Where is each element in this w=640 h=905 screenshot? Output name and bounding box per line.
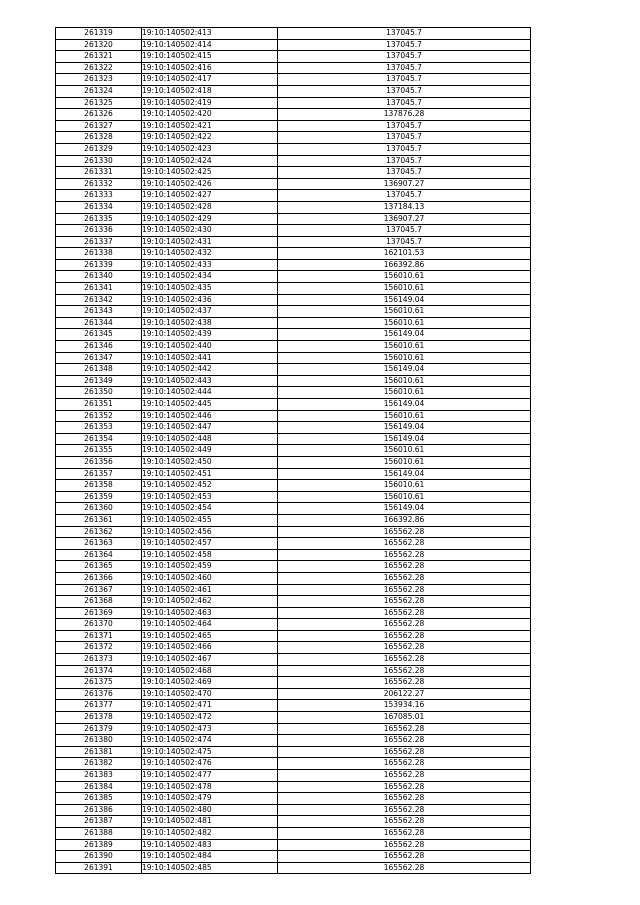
row-value-cell: 156010.61 — [278, 317, 531, 329]
row-timestamp-cell: 19:10:140502:465 — [142, 630, 278, 642]
row-value-cell: 156010.61 — [278, 306, 531, 318]
row-id-cell: 261337 — [56, 236, 142, 248]
row-id-cell: 261341 — [56, 283, 142, 295]
row-timestamp-cell: 19:10:140502:423 — [142, 143, 278, 155]
table-row — [56, 306, 531, 318]
table-row — [56, 758, 531, 770]
row-value-cell: 156149.04 — [278, 422, 531, 434]
row-timestamp-cell: 19:10:140502:426 — [142, 178, 278, 190]
table-row — [56, 28, 531, 40]
table-row — [56, 619, 531, 631]
row-value-cell: 165562.28 — [278, 781, 531, 793]
row-timestamp-cell: 19:10:140502:463 — [142, 607, 278, 619]
table-row — [56, 422, 531, 434]
row-timestamp-cell: 19:10:140502:452 — [142, 480, 278, 492]
row-id-cell: 261338 — [56, 248, 142, 260]
table-row — [56, 735, 531, 747]
table-row — [56, 190, 531, 202]
row-timestamp-cell: 19:10:140502:459 — [142, 561, 278, 573]
row-timestamp-cell: 19:10:140502:454 — [142, 503, 278, 515]
row-id-cell: 261362 — [56, 526, 142, 538]
row-value-cell: 166392.86 — [278, 259, 531, 271]
row-value-cell: 137045.7 — [278, 97, 531, 109]
table-row — [56, 213, 531, 225]
table-row — [56, 248, 531, 260]
row-value-cell: 165562.28 — [278, 584, 531, 596]
row-value-cell: 156010.61 — [278, 283, 531, 295]
row-id-cell: 261359 — [56, 491, 142, 503]
row-value-cell: 156010.61 — [278, 375, 531, 387]
row-value-cell: 165562.28 — [278, 851, 531, 863]
table-row — [56, 839, 531, 851]
row-value-cell: 156149.04 — [278, 364, 531, 376]
row-timestamp-cell: 19:10:140502:461 — [142, 584, 278, 596]
row-value-cell: 156010.61 — [278, 410, 531, 422]
table-row — [56, 468, 531, 480]
table-row — [56, 827, 531, 839]
row-id-cell: 261372 — [56, 642, 142, 654]
row-id-cell: 261377 — [56, 700, 142, 712]
row-value-cell: 137876.28 — [278, 109, 531, 121]
row-timestamp-cell: 19:10:140502:460 — [142, 572, 278, 584]
row-value-cell: 137045.7 — [278, 167, 531, 179]
row-timestamp-cell: 19:10:140502:436 — [142, 294, 278, 306]
row-value-cell: 156149.04 — [278, 399, 531, 411]
table-row — [56, 283, 531, 295]
row-value-cell: 165562.28 — [278, 630, 531, 642]
row-timestamp-cell: 19:10:140502:453 — [142, 491, 278, 503]
row-timestamp-cell: 19:10:140502:449 — [142, 445, 278, 457]
row-timestamp-cell: 19:10:140502:479 — [142, 793, 278, 805]
row-id-cell: 261386 — [56, 804, 142, 816]
row-value-cell: 137045.7 — [278, 85, 531, 97]
row-timestamp-cell: 19:10:140502:462 — [142, 596, 278, 608]
row-id-cell: 261323 — [56, 74, 142, 86]
table-row — [56, 399, 531, 411]
table-row — [56, 39, 531, 51]
row-value-cell: 156149.04 — [278, 433, 531, 445]
table-row — [56, 445, 531, 457]
row-timestamp-cell: 19:10:140502:470 — [142, 688, 278, 700]
row-timestamp-cell: 19:10:140502:477 — [142, 770, 278, 782]
row-id-cell: 261319 — [56, 28, 142, 40]
row-id-cell: 261326 — [56, 109, 142, 121]
row-value-cell: 165562.28 — [278, 561, 531, 573]
table-row — [56, 642, 531, 654]
row-id-cell: 261348 — [56, 364, 142, 376]
row-id-cell: 261355 — [56, 445, 142, 457]
row-id-cell: 261374 — [56, 665, 142, 677]
table-row — [56, 97, 531, 109]
table-row — [56, 712, 531, 724]
row-id-cell: 261345 — [56, 329, 142, 341]
table-row — [56, 665, 531, 677]
table-row — [56, 700, 531, 712]
row-id-cell: 261353 — [56, 422, 142, 434]
row-value-cell: 156010.61 — [278, 480, 531, 492]
row-value-cell: 206122.27 — [278, 688, 531, 700]
row-timestamp-cell: 19:10:140502:420 — [142, 109, 278, 121]
row-id-cell: 261320 — [56, 39, 142, 51]
row-value-cell: 136907.27 — [278, 178, 531, 190]
row-id-cell: 261375 — [56, 677, 142, 689]
row-value-cell: 165562.28 — [278, 827, 531, 839]
row-timestamp-cell: 19:10:140502:435 — [142, 283, 278, 295]
row-timestamp-cell: 19:10:140502:447 — [142, 422, 278, 434]
row-timestamp-cell: 19:10:140502:424 — [142, 155, 278, 167]
row-value-cell: 165562.28 — [278, 758, 531, 770]
row-timestamp-cell: 19:10:140502:482 — [142, 827, 278, 839]
table-row — [56, 677, 531, 689]
table-row — [56, 132, 531, 144]
table-row — [56, 526, 531, 538]
row-timestamp-cell: 19:10:140502:427 — [142, 190, 278, 202]
row-id-cell: 261367 — [56, 584, 142, 596]
table-row — [56, 341, 531, 353]
row-value-cell: 137045.7 — [278, 51, 531, 63]
row-value-cell: 156010.61 — [278, 352, 531, 364]
row-value-cell: 165562.28 — [278, 538, 531, 550]
table-row — [56, 572, 531, 584]
row-value-cell: 137045.7 — [278, 190, 531, 202]
row-value-cell: 156149.04 — [278, 329, 531, 341]
row-id-cell: 261368 — [56, 596, 142, 608]
table-row — [56, 804, 531, 816]
table-row — [56, 596, 531, 608]
row-id-cell: 261336 — [56, 225, 142, 237]
row-timestamp-cell: 19:10:140502:484 — [142, 851, 278, 863]
row-timestamp-cell: 19:10:140502:441 — [142, 352, 278, 364]
row-timestamp-cell: 19:10:140502:448 — [142, 433, 278, 445]
table-row — [56, 410, 531, 422]
row-value-cell: 165562.28 — [278, 746, 531, 758]
row-timestamp-cell: 19:10:140502:414 — [142, 39, 278, 51]
table-row — [56, 723, 531, 735]
row-timestamp-cell: 19:10:140502:442 — [142, 364, 278, 376]
row-timestamp-cell: 19:10:140502:485 — [142, 862, 278, 874]
row-timestamp-cell: 19:10:140502:417 — [142, 74, 278, 86]
row-timestamp-cell: 19:10:140502:432 — [142, 248, 278, 260]
row-timestamp-cell: 19:10:140502:478 — [142, 781, 278, 793]
row-timestamp-cell: 19:10:140502:429 — [142, 213, 278, 225]
row-value-cell: 137045.7 — [278, 143, 531, 155]
row-value-cell: 156149.04 — [278, 468, 531, 480]
table-row — [56, 62, 531, 74]
table-row — [56, 770, 531, 782]
row-value-cell: 165562.28 — [278, 793, 531, 805]
row-id-cell: 261363 — [56, 538, 142, 550]
row-value-cell: 137045.7 — [278, 39, 531, 51]
table-row — [56, 584, 531, 596]
row-timestamp-cell: 19:10:140502:446 — [142, 410, 278, 422]
table-row — [56, 746, 531, 758]
row-value-cell: 165562.28 — [278, 723, 531, 735]
table-row — [56, 85, 531, 97]
row-timestamp-cell: 19:10:140502:481 — [142, 816, 278, 828]
row-timestamp-cell: 19:10:140502:468 — [142, 665, 278, 677]
row-value-cell: 156010.61 — [278, 491, 531, 503]
row-id-cell: 261376 — [56, 688, 142, 700]
row-id-cell: 261389 — [56, 839, 142, 851]
row-id-cell: 261344 — [56, 317, 142, 329]
row-id-cell: 261380 — [56, 735, 142, 747]
row-value-cell: 137045.7 — [278, 132, 531, 144]
row-timestamp-cell: 19:10:140502:475 — [142, 746, 278, 758]
table-row — [56, 456, 531, 468]
table-row — [56, 236, 531, 248]
row-timestamp-cell: 19:10:140502:476 — [142, 758, 278, 770]
table-row — [56, 294, 531, 306]
row-id-cell: 261354 — [56, 433, 142, 445]
row-value-cell: 137045.7 — [278, 236, 531, 248]
row-value-cell: 156010.61 — [278, 387, 531, 399]
row-timestamp-cell: 19:10:140502:473 — [142, 723, 278, 735]
row-timestamp-cell: 19:10:140502:445 — [142, 399, 278, 411]
table-row — [56, 654, 531, 666]
row-value-cell: 137045.7 — [278, 74, 531, 86]
row-id-cell: 261379 — [56, 723, 142, 735]
row-value-cell: 137045.7 — [278, 62, 531, 74]
row-value-cell: 137184.13 — [278, 201, 531, 213]
row-id-cell: 261346 — [56, 341, 142, 353]
table-row — [56, 480, 531, 492]
table-row — [56, 433, 531, 445]
row-timestamp-cell: 19:10:140502:471 — [142, 700, 278, 712]
table-row — [56, 225, 531, 237]
table-row — [56, 781, 531, 793]
row-id-cell: 261321 — [56, 51, 142, 63]
row-timestamp-cell: 19:10:140502:451 — [142, 468, 278, 480]
table-row — [56, 259, 531, 271]
row-timestamp-cell: 19:10:140502:434 — [142, 271, 278, 283]
table-body — [56, 28, 531, 874]
row-timestamp-cell: 19:10:140502:418 — [142, 85, 278, 97]
row-value-cell: 166392.86 — [278, 514, 531, 526]
row-value-cell: 156149.04 — [278, 503, 531, 515]
row-timestamp-cell: 19:10:140502:437 — [142, 306, 278, 318]
row-id-cell: 261330 — [56, 155, 142, 167]
row-value-cell: 165562.28 — [278, 677, 531, 689]
row-value-cell: 165562.28 — [278, 596, 531, 608]
row-timestamp-cell: 19:10:140502:472 — [142, 712, 278, 724]
row-value-cell: 137045.7 — [278, 155, 531, 167]
row-value-cell: 165562.28 — [278, 526, 531, 538]
row-value-cell: 165562.28 — [278, 572, 531, 584]
table-row — [56, 375, 531, 387]
row-value-cell: 165562.28 — [278, 607, 531, 619]
row-value-cell: 165562.28 — [278, 642, 531, 654]
table-row — [56, 862, 531, 874]
row-value-cell: 137045.7 — [278, 225, 531, 237]
table-row — [56, 329, 531, 341]
table-row — [56, 630, 531, 642]
table-row — [56, 851, 531, 863]
row-value-cell: 156149.04 — [278, 294, 531, 306]
row-timestamp-cell: 19:10:140502:444 — [142, 387, 278, 399]
row-value-cell: 165562.28 — [278, 839, 531, 851]
row-id-cell: 261350 — [56, 387, 142, 399]
table-row — [56, 120, 531, 132]
row-timestamp-cell: 19:10:140502:415 — [142, 51, 278, 63]
table-row — [56, 352, 531, 364]
row-id-cell: 261383 — [56, 770, 142, 782]
table-row — [56, 74, 531, 86]
row-id-cell: 261390 — [56, 851, 142, 863]
row-timestamp-cell: 19:10:140502:450 — [142, 456, 278, 468]
table-row — [56, 607, 531, 619]
table-row — [56, 271, 531, 283]
row-timestamp-cell: 19:10:140502:421 — [142, 120, 278, 132]
row-id-cell: 261342 — [56, 294, 142, 306]
row-id-cell: 261369 — [56, 607, 142, 619]
table-row — [56, 143, 531, 155]
row-id-cell: 261385 — [56, 793, 142, 805]
row-timestamp-cell: 19:10:140502:433 — [142, 259, 278, 271]
row-timestamp-cell: 19:10:140502:443 — [142, 375, 278, 387]
row-id-cell: 261356 — [56, 456, 142, 468]
table-row — [56, 514, 531, 526]
row-id-cell: 261328 — [56, 132, 142, 144]
row-id-cell: 261387 — [56, 816, 142, 828]
row-id-cell: 261343 — [56, 306, 142, 318]
row-id-cell: 261322 — [56, 62, 142, 74]
row-timestamp-cell: 19:10:140502:467 — [142, 654, 278, 666]
row-id-cell: 261325 — [56, 97, 142, 109]
row-timestamp-cell: 19:10:140502:413 — [142, 28, 278, 40]
row-value-cell: 153934.16 — [278, 700, 531, 712]
row-value-cell: 165562.28 — [278, 735, 531, 747]
row-value-cell: 167085.01 — [278, 712, 531, 724]
row-id-cell: 261347 — [56, 352, 142, 364]
row-timestamp-cell: 19:10:140502:464 — [142, 619, 278, 631]
table-row — [56, 549, 531, 561]
row-value-cell: 165562.28 — [278, 804, 531, 816]
row-id-cell: 261339 — [56, 259, 142, 271]
row-timestamp-cell: 19:10:140502:456 — [142, 526, 278, 538]
row-id-cell: 261324 — [56, 85, 142, 97]
row-timestamp-cell: 19:10:140502:480 — [142, 804, 278, 816]
row-value-cell: 165562.28 — [278, 665, 531, 677]
row-timestamp-cell: 19:10:140502:422 — [142, 132, 278, 144]
row-value-cell: 156010.61 — [278, 271, 531, 283]
row-value-cell: 156010.61 — [278, 445, 531, 457]
row-timestamp-cell: 19:10:140502:440 — [142, 341, 278, 353]
row-id-cell: 261331 — [56, 167, 142, 179]
row-id-cell: 261384 — [56, 781, 142, 793]
row-timestamp-cell: 19:10:140502:416 — [142, 62, 278, 74]
row-id-cell: 261366 — [56, 572, 142, 584]
table-row — [56, 178, 531, 190]
table-row — [56, 155, 531, 167]
row-timestamp-cell: 19:10:140502:474 — [142, 735, 278, 747]
row-id-cell: 261335 — [56, 213, 142, 225]
table-row — [56, 503, 531, 515]
row-id-cell: 261352 — [56, 410, 142, 422]
row-value-cell: 165562.28 — [278, 862, 531, 874]
table-row — [56, 201, 531, 213]
row-id-cell: 261381 — [56, 746, 142, 758]
row-id-cell: 261340 — [56, 271, 142, 283]
row-value-cell: 137045.7 — [278, 28, 531, 40]
row-timestamp-cell: 19:10:140502:419 — [142, 97, 278, 109]
row-id-cell: 261371 — [56, 630, 142, 642]
row-value-cell: 165562.28 — [278, 549, 531, 561]
row-id-cell: 261360 — [56, 503, 142, 515]
row-value-cell: 165562.28 — [278, 770, 531, 782]
table-row — [56, 387, 531, 399]
row-value-cell: 165562.28 — [278, 654, 531, 666]
row-timestamp-cell: 19:10:140502:428 — [142, 201, 278, 213]
table-row — [56, 491, 531, 503]
row-id-cell: 261373 — [56, 654, 142, 666]
row-value-cell: 165562.28 — [278, 619, 531, 631]
table-row — [56, 167, 531, 179]
row-id-cell: 261349 — [56, 375, 142, 387]
table-row — [56, 317, 531, 329]
row-id-cell: 261364 — [56, 549, 142, 561]
row-id-cell: 261378 — [56, 712, 142, 724]
row-id-cell: 261332 — [56, 178, 142, 190]
table-row — [56, 538, 531, 550]
row-timestamp-cell: 19:10:140502:458 — [142, 549, 278, 561]
row-id-cell: 261391 — [56, 862, 142, 874]
row-id-cell: 261358 — [56, 480, 142, 492]
row-id-cell: 261361 — [56, 514, 142, 526]
row-value-cell: 156010.61 — [278, 341, 531, 353]
row-id-cell: 261357 — [56, 468, 142, 480]
row-id-cell: 261388 — [56, 827, 142, 839]
row-timestamp-cell: 19:10:140502:455 — [142, 514, 278, 526]
table-row — [56, 793, 531, 805]
row-timestamp-cell: 19:10:140502:439 — [142, 329, 278, 341]
table-row — [56, 561, 531, 573]
table-row — [56, 364, 531, 376]
row-id-cell: 261334 — [56, 201, 142, 213]
row-id-cell: 261370 — [56, 619, 142, 631]
row-timestamp-cell: 19:10:140502:466 — [142, 642, 278, 654]
row-id-cell: 261327 — [56, 120, 142, 132]
row-timestamp-cell: 19:10:140502:469 — [142, 677, 278, 689]
row-value-cell: 156010.61 — [278, 456, 531, 468]
table-row — [56, 109, 531, 121]
row-id-cell: 261382 — [56, 758, 142, 770]
row-value-cell: 162101.53 — [278, 248, 531, 260]
row-id-cell: 261365 — [56, 561, 142, 573]
row-timestamp-cell: 19:10:140502:431 — [142, 236, 278, 248]
row-id-cell: 261351 — [56, 399, 142, 411]
row-timestamp-cell: 19:10:140502:457 — [142, 538, 278, 550]
table-row — [56, 688, 531, 700]
row-timestamp-cell: 19:10:140502:430 — [142, 225, 278, 237]
row-timestamp-cell: 19:10:140502:425 — [142, 167, 278, 179]
data-table — [55, 27, 531, 874]
row-timestamp-cell: 19:10:140502:483 — [142, 839, 278, 851]
row-id-cell: 261329 — [56, 143, 142, 155]
row-value-cell: 137045.7 — [278, 120, 531, 132]
row-id-cell: 261333 — [56, 190, 142, 202]
row-value-cell: 136907.27 — [278, 213, 531, 225]
table-row — [56, 51, 531, 63]
table-row — [56, 816, 531, 828]
row-value-cell: 165562.28 — [278, 816, 531, 828]
row-timestamp-cell: 19:10:140502:438 — [142, 317, 278, 329]
